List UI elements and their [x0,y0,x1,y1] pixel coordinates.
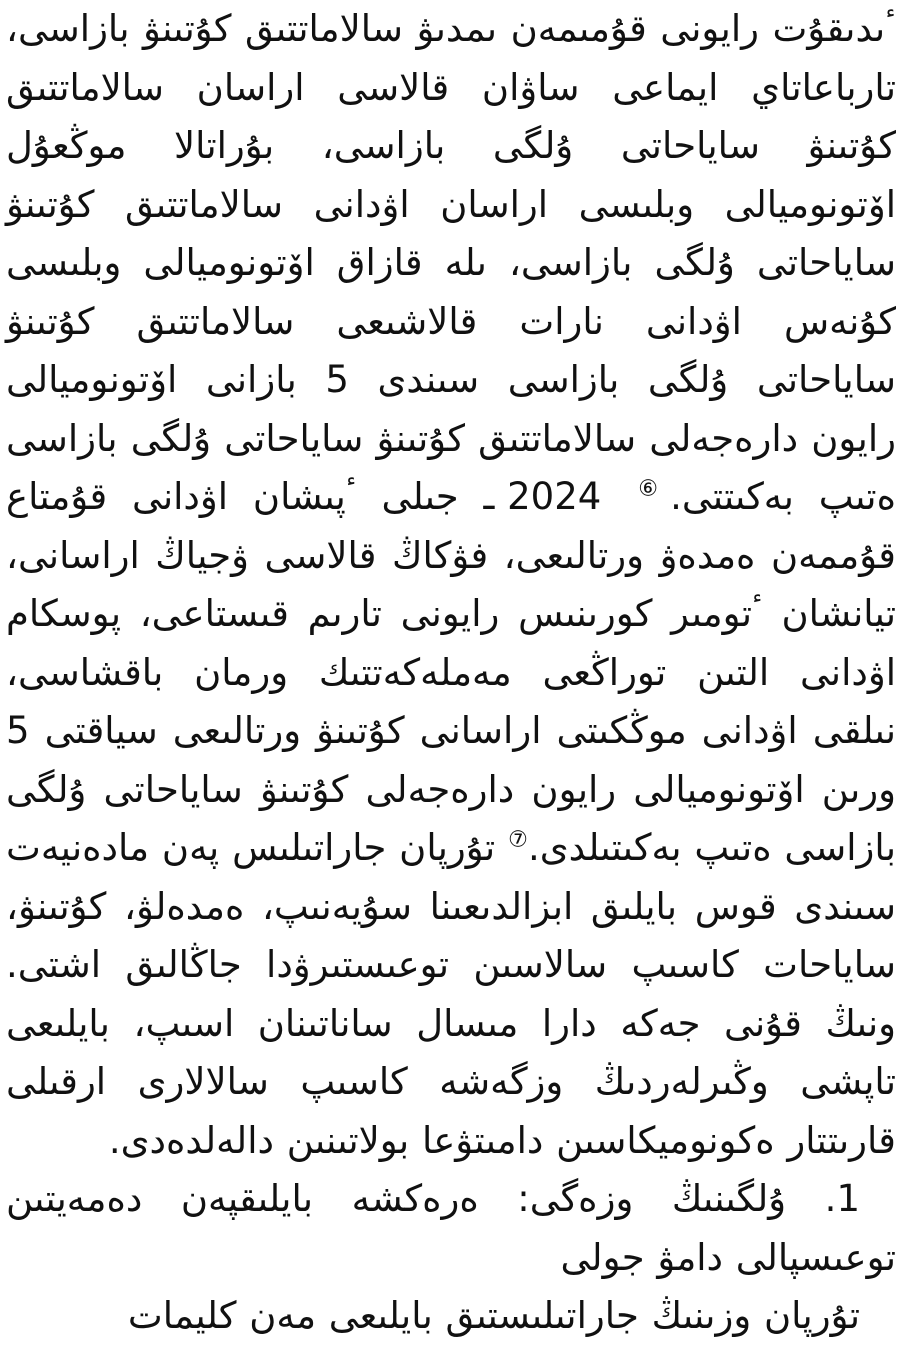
paragraph-text: تۇرپان جاراتىلىس پەن مادەنيەت سىندى قوس بايلىق ابزالدىعىنا سۇيەنىپ، ەمدەلۋ، كۇتىنۋ، ساياحات كاسىپ سالاسىن توعىستىرۋدا جاڭالىق اشتى. ونىڭ قۇنى جەكە دارا مىسال ساناتىنان اسىپ، بايلىعى تاپشى وڭىرلەردىڭ وزگەشە كاسىپ سالالارى ارقىلى قارىتتار ەكونوميكاسىن دامىتۋعا بولاتىنىن دالەلدەدى. [6,826,896,1162]
footnote-marker[interactable]: ⑥ [626,476,671,502]
paragraph-text: 2024 ـ جىلى ٴپىشان اۋدانى قۇمتاع قۇممەن ەمدەۋ ورتالىعى، فۋكاڭ قالاسى ۋجياڭ اراسانى، تيانشان ٴتومىر كورىنىس رايونى تارىم قىستاعى، پوسكام اۋدانى التىن توراڭعى مەملەكەتتىك ورمان باقشاسى، نىلقى اۋدانى موڭكىتى اراسانى كۇتىنۋ ورتالىعى سياقتى 5 ورىن اۆتونوميالى رايون دارەجەلى كۇتىنۋ ساياحاتى ۇلگى بازاسى ەتىپ بەكىتىلدى. [6,475,896,869]
footnote-marker[interactable]: ⑦ [508,827,528,853]
body-paragraph [6,0,896,1170]
section-heading: 1. ۇلگىنىڭ وزەگى: ەرەكشە بايلىقپەن دەمەيتىن توعىسپالى دامۋ جولى [6,1177,896,1279]
body-paragraph-start: تۇرپان وزىنىڭ جاراتىلىستىق بايلىعى مەن كليمات [127,1294,860,1337]
paragraph-text: ٴىدىقۇت رايونى قۇمىمەن ىمدىۋ سالاماتتىق كۇتىنۋ بازاسى، تارباعاتاي ايماعى ساۋان قالاسى اراسان سالاماتتىق كۇتىنۋ ساياحاتى ۇلگى بازاسى، بۇراتالا موڭعۇل اۆتونوميالى وبلىسى اراسان اۋدانى سالاماتتىق كۇتىنۋ ساياحاتى ۇلگى بازاسى، ىلە قازاق اۆتونوميالى وبلىسى كۇنەس اۋدانى نارات قالاشىعى سالاماتتىق كۇتىنۋ ساياحاتى ۇلگى بازاسى سىندى 5 بازانى اۆتونوميالى رايون دارەجەلى سالاماتتىق كۇتىنۋ ساياحاتى ۇلگى بازاسى ەتىپ بەكىتتى. [6,7,896,518]
